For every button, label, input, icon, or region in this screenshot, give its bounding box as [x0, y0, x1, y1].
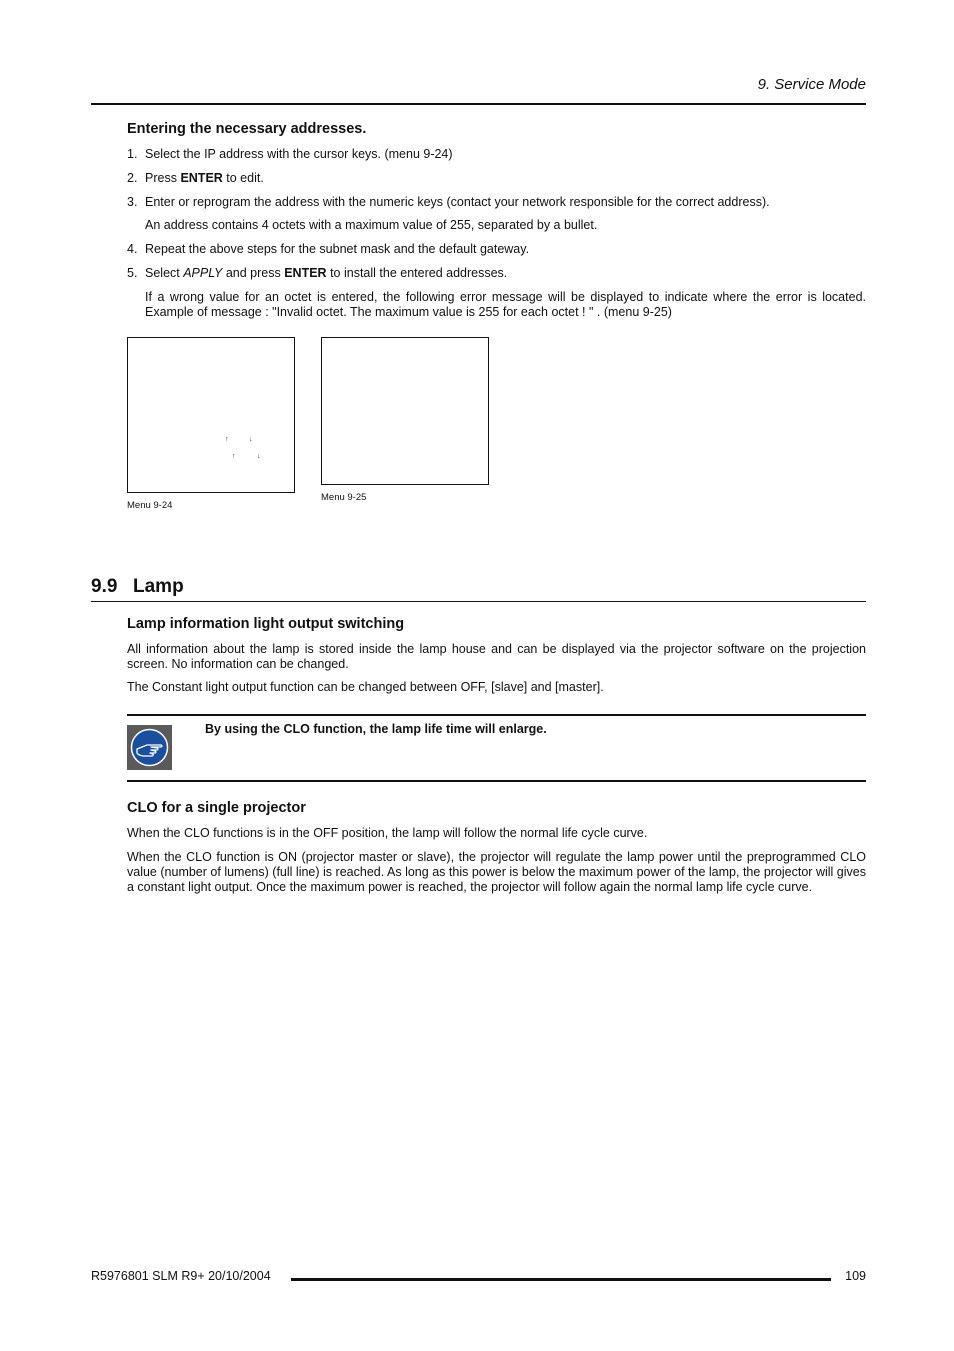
menu-9-25-caption: Menu 9-25	[321, 492, 367, 503]
clo-off-paragraph: When the CLO functions is in the OFF position, the lamp will follow the normal life cycle curve.	[127, 826, 648, 840]
arrow-down-icon: ↓	[257, 453, 261, 460]
step-1: 1. Select the IP address with the cursor keys. (menu 9-24)	[127, 147, 453, 161]
step-2: 2. Press ENTER to edit.	[127, 171, 264, 185]
lamp-info-heading: Lamp information light output switching	[127, 616, 405, 632]
addresses-heading: Entering the necessary addresses.	[127, 121, 367, 137]
menu-9-24-caption: Menu 9-24	[127, 500, 173, 511]
step-3: 3. Enter or reprogram the address with the numeric keys (contact your network responsible for the correct address).	[127, 195, 770, 209]
step-3-detail: An address contains 4 octets with a maximum value of 255, separated by a bullet.	[145, 218, 598, 232]
pointing-hand-icon	[127, 725, 172, 770]
step-4: 4. Repeat the above steps for the subnet mask and the default gateway.	[127, 242, 530, 256]
clo-options-paragraph: The Constant light output function can be changed between OFF, [slave] and [master].	[127, 680, 604, 694]
page-number: 109	[845, 1269, 866, 1283]
header-rule	[91, 103, 866, 105]
arrow-up-icon: ↑	[232, 453, 236, 460]
running-header: 9. Service Mode	[757, 76, 866, 93]
step-5-detail: If a wrong value for an octet is entered, the following error message will be displayed to indicate where the error is located. Example of message : "Invalid octet. The maximum value is 255 for each octet ! " . (menu 9-25)	[145, 290, 866, 319]
footer-doc-id: R5976801 SLM R9+ 20/10/2004	[91, 1269, 271, 1283]
section-rule	[91, 601, 866, 602]
arrow-down-icon: ↓	[249, 436, 253, 443]
footer-rule	[291, 1278, 831, 1281]
lamp-info-paragraph: All information about the lamp is stored inside the lamp house and can be displayed via the projector software on the projection screen. No information can be changed.	[127, 642, 866, 671]
note-top-rule	[127, 714, 866, 716]
section-heading-lamp: 9.9 Lamp	[91, 576, 184, 597]
note-text: By using the CLO function, the lamp life time will enlarge.	[205, 722, 547, 736]
clo-on-paragraph: When the CLO function is ON (projector master or slave), the projector will regulate the lamp power until the preprogrammed CLO value (number of lumens) (full line) is reached. As long as this power is below the maximum power of the lamp, the projector will gives a constant light output. Once the maximum power is reached, the projector will follow again the normal lamp life cycle curve.	[127, 850, 866, 894]
arrow-up-icon: ↑	[225, 436, 229, 443]
clo-single-heading: CLO for a single projector	[127, 800, 306, 816]
menu-9-24-image	[127, 337, 295, 493]
menu-9-25-image	[321, 337, 489, 485]
note-bottom-rule	[127, 780, 866, 782]
step-5: 5. Select APPLY and press ENTER to install the entered addresses.	[127, 266, 508, 280]
